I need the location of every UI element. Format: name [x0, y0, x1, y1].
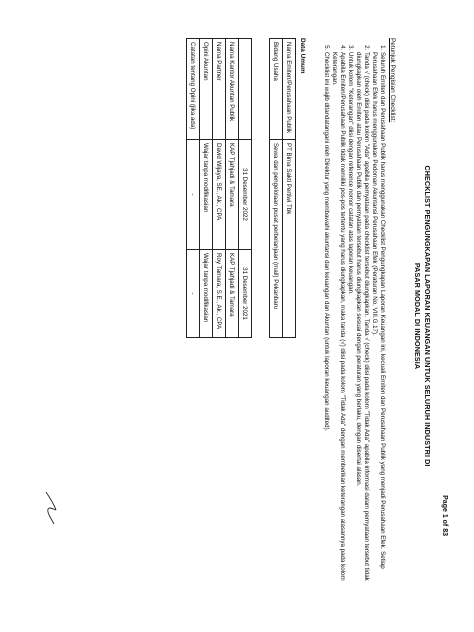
- instruction-list: [322, 38, 386, 592]
- company-info-table: [269, 38, 296, 338]
- title-line-2: PASAR MODAL DI INDONESIA: [413, 262, 422, 370]
- table-row: [213, 39, 226, 338]
- page-number: Page 1 of 83: [441, 495, 448, 536]
- table-cell-key: Nama Emiten/Perusahaan Publik: [283, 39, 296, 140]
- instruction-item: 1. Seluruh Emiten dan Perusahaan Publik harus menggunakan Checklist Pengungkapan Laporan Keuangan ini, kecuali Emiten dan Perusahaan Publik yang menjadi Perusahaan Efek. Setiap Perusahaan Efek harus menggunakan Pedoman Akuntansi Perusahaan Efek (Peraturan No. VIII.G.17).: [370, 52, 386, 592]
- instruction-item: 5. Checklist ini wajib ditandatangani oleh Direktur yang membawahi akuntansi dan keuangan dan Akuntan (untuk laporan keuangan audited).: [322, 52, 330, 592]
- data-umum-heading: Data Umum: [299, 38, 306, 74]
- table-row: [200, 39, 213, 338]
- table-cell-value: KAP Tjahjadi & Tamara: [226, 140, 239, 250]
- table-cell-value: KAP Tjahjadi & Tamara: [226, 250, 239, 338]
- table-header-cell: 31 Desember 2022: [239, 140, 252, 250]
- table-cell-value: -: [187, 140, 200, 250]
- auditor-info-table: [186, 38, 252, 338]
- table-cell-value: Wajar tanpa modifikasian: [200, 140, 213, 250]
- title-line-1: CHECKLIST PENGUNGKAPAN LAPORAN KEUANGAN UNTUK SELURUH INDUSTRI DI: [423, 165, 432, 467]
- instruction-item: 4. Apabila Emiten/Perusahaan Publik tidak memiliki pos-pos tertentu yang harus diungkapkan, maka tanda (√) diisi pada kolom "Tidak Ada" dengan memberikan keterangan alasannya pada kolom Keterangan.: [330, 52, 346, 592]
- table-row: [187, 39, 200, 338]
- table-cell-key: Bidang Usaha: [270, 39, 283, 140]
- signature-mark: [40, 490, 60, 526]
- table-cell-key: Opini Akuntan: [200, 39, 213, 140]
- instruction-item: 2. Tanda √ (check) diisi pada kolom "Ada" apabila pernyataan pada checklist tersebut diungkapkan. Tanda √ (check) diisi pada kolom "Tidak Ada" apabila informasi dalam pernyataan tersebut tidak diungkapkan oleh Emiten atau Perusahaan Publik dan pernyataan tersebut harus diungkapkan sesuai dengan peraturan yang berlaku, dengan disertai alasan.: [354, 52, 370, 592]
- petunjuk-label: Petunjuk Pengisian Checklist:: [389, 38, 396, 123]
- table-cell-key: Catatan tentang Opini (jika ada): [187, 39, 200, 140]
- table-row: [270, 39, 283, 338]
- table-cell-value: -: [187, 250, 200, 338]
- table-cell-value: PT Bima Sakti Pertiwi Tbk: [283, 140, 296, 338]
- table-header-row: [239, 39, 252, 338]
- table-header-cell: [239, 39, 252, 140]
- table-row: [283, 39, 296, 338]
- table-cell-value: Wajar tanpa modifikasian: [200, 250, 213, 338]
- table-cell-key: Nama Partner: [213, 39, 226, 140]
- table-cell-value: David Wijaya, SE., Ak., CPA: [213, 140, 226, 250]
- table-row: [226, 39, 239, 338]
- table-cell-key: Nama Kantor Akuntan Publik: [226, 39, 239, 140]
- table-header-cell: 31 Desember 2021: [239, 250, 252, 338]
- instruction-item: 3. Untuk kolom "Keterangan" diisi dengan reference nomor catatan atas laporan keuangan.: [346, 52, 354, 592]
- table-cell-value: Roy Tamara, S.E., Ak., CPA: [213, 250, 226, 338]
- table-cell-value: Sewa dan pengelolaan pusat perbelanjaan (mall) Pekanbaru: [270, 140, 283, 338]
